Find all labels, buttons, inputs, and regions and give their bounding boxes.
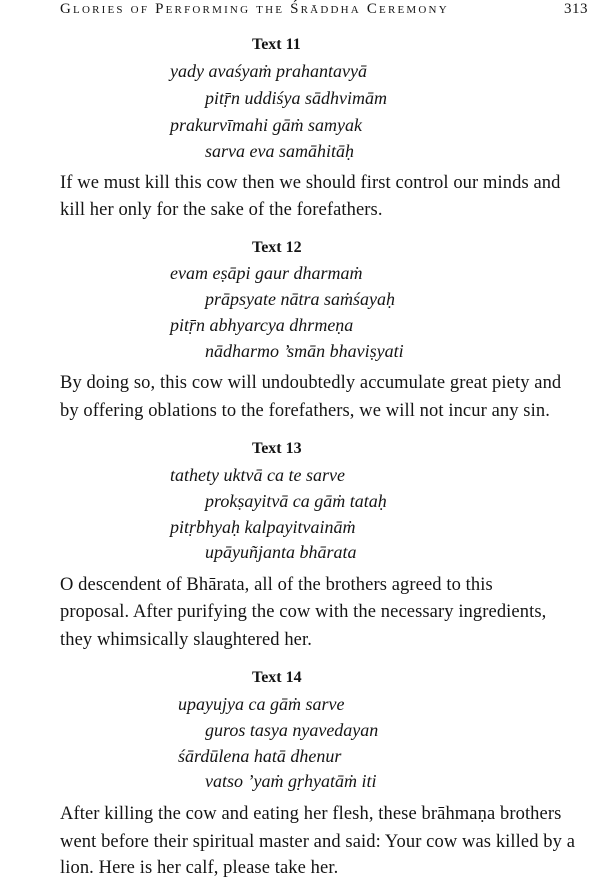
translation-line: by offering oblations to the forefathers, we will not incur any sin. xyxy=(60,401,550,421)
verse-line: nādharmo ’smān bhaviṣyati xyxy=(205,341,404,361)
translation-line: O descendent of Bhārata, all of the brothers agreed to this xyxy=(60,575,493,595)
verse-line: evam eṣāpi gaur dharmaṁ xyxy=(170,263,363,283)
text-heading: Text 12 xyxy=(252,239,302,256)
text-heading: Text 13 xyxy=(252,440,302,457)
translation-line: By doing so, this cow will undoubtedly accumulate great piety and xyxy=(60,373,562,393)
verse-line: śārdūlena hatā dhenur xyxy=(178,746,342,766)
verse-line: pitṝn abhyarcya dhrmeṇa xyxy=(170,315,354,335)
verse-line: upāyuñjanta bhārata xyxy=(205,542,357,562)
verse-line: vatso ’yaṁ gṛhyatāṁ iti xyxy=(205,771,377,791)
translation-line: lion. Here is her calf, please take her. xyxy=(60,858,339,878)
verse-line: tathety uktvā ca te sarve xyxy=(170,465,345,485)
page-number: 313 xyxy=(564,1,588,17)
verse-line: pitṝn uddiśya sādhvimām xyxy=(205,88,387,108)
text-heading: Text 11 xyxy=(252,36,301,53)
translation-line: If we must kill this cow then we should first control our minds and xyxy=(60,173,561,193)
verse-line: sarva eva samāhitāḥ xyxy=(205,141,354,161)
verse-line: upayujya ca gāṁ sarve xyxy=(178,694,345,714)
verse-line: prāpsyate nātra saṁśayaḥ xyxy=(205,289,395,309)
verse-line: prakurvīmahi gāṁ samyak xyxy=(170,115,362,135)
translation-line: kill her only for the sake of the forefathers. xyxy=(60,200,383,220)
text-heading: Text 14 xyxy=(252,669,302,686)
verse-line: guros tasya nyavedayan xyxy=(205,720,379,740)
translation-line: went before their spiritual master and said: Your cow was killed by a xyxy=(60,832,576,852)
translation-line: they whimsically slaughtered her. xyxy=(60,630,312,650)
translation-line: After killing the cow and eating her flesh, these brāhmaṇa brothers xyxy=(60,804,562,824)
verse-line: prokṣayitvā ca gāṁ tataḥ xyxy=(205,491,387,511)
running-head xyxy=(60,1,588,25)
running-head-title: Glories of Performing the Śrāddha Ceremony xyxy=(60,1,449,17)
translation-line: proposal. After purifying the cow with the necessary ingredients, xyxy=(60,602,547,622)
verse-line: yady avaśyaṁ prahantavyā xyxy=(170,61,367,81)
verse-line: pitṛbhyaḥ kalpayitvaināṁ xyxy=(170,517,356,537)
